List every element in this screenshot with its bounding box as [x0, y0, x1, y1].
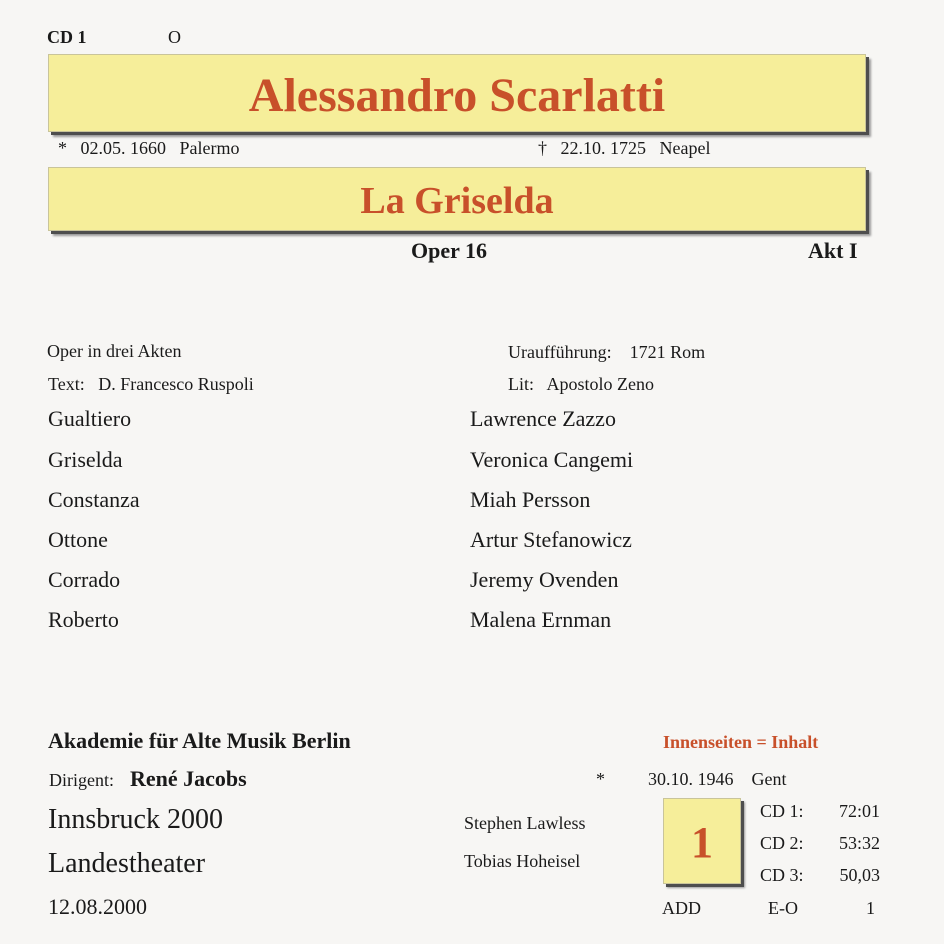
- duration-cd: CD 3:: [760, 865, 804, 885]
- role-name: Roberto: [48, 607, 119, 632]
- opus-label: Oper 16: [411, 238, 487, 263]
- disc-number: 1: [691, 818, 713, 867]
- genre: Oper in drei Akten: [47, 341, 182, 361]
- libretto-text: [48, 374, 254, 395]
- disc-count: 1: [866, 898, 875, 918]
- director-credit: Stephen Lawless: [464, 813, 586, 833]
- act-label: Akt I: [808, 238, 858, 263]
- edition-code: E-O: [768, 898, 798, 918]
- conductor-birth-place: Gent: [751, 769, 787, 789]
- death-date: 22.10. 1725: [560, 138, 646, 158]
- composer-name: Alessandro Scarlatti: [248, 69, 666, 122]
- singer-name: Miah Persson: [470, 487, 591, 512]
- contents-note: Innenseiten = Inhalt: [663, 732, 819, 752]
- lit-value: Apostolo Zeno: [546, 374, 655, 394]
- duration-time: 53:32: [838, 833, 880, 853]
- conductor-label: Dirigent:: [49, 770, 114, 790]
- ensemble-name: Akademie für Alte Musik Berlin: [48, 728, 351, 753]
- performance-date: 12.08.2000: [48, 894, 147, 919]
- text-value: D. Francesco Ruspoli: [98, 374, 254, 394]
- duration-time: 50,03: [839, 865, 880, 885]
- premiere-label: Uraufführung:: [508, 342, 612, 362]
- disc-number-badge: [663, 798, 741, 884]
- lit-label: Lit:: [508, 374, 534, 394]
- duration-row: [760, 801, 880, 822]
- birth-place: Palermo: [179, 138, 240, 158]
- singer-name: Lawrence Zazzo: [470, 406, 616, 431]
- literary-source: [508, 374, 654, 395]
- recording-format: ADD: [662, 898, 701, 918]
- conductor-birth-symbol: *: [596, 769, 605, 789]
- conductor: [49, 766, 247, 792]
- singer-name: Malena Ernman: [470, 607, 612, 632]
- cd-label: CD 1: [47, 27, 87, 47]
- role-name: Griselda: [48, 447, 123, 472]
- venue-theater: Landestheater: [48, 848, 206, 879]
- work-banner: [48, 167, 866, 231]
- role-name: Constanza: [48, 487, 140, 512]
- role-name: Gualtiero: [48, 406, 132, 431]
- singer-name: Artur Stefanowicz: [470, 527, 632, 552]
- duration-cd: CD 1:: [760, 801, 804, 821]
- premiere-value: 1721 Rom: [629, 342, 706, 362]
- duration-cd: CD 2:: [760, 833, 804, 853]
- duration-time: 72:01: [838, 801, 880, 821]
- birth-symbol: *: [58, 138, 67, 158]
- designer-credit: Tobias Hoheisel: [464, 851, 581, 871]
- death-symbol: †: [538, 138, 547, 158]
- death-place: Neapel: [659, 138, 711, 158]
- text-label: Text:: [48, 374, 85, 394]
- composer-banner: [48, 54, 866, 132]
- composer-birth: [58, 138, 240, 159]
- venue-city-year: Innsbruck 2000: [48, 804, 223, 835]
- role-name: Corrado: [48, 567, 121, 592]
- role-name: Ottone: [48, 527, 108, 552]
- conductor-birth: [648, 769, 787, 790]
- premiere: [508, 342, 705, 363]
- work-title: La Griselda: [360, 180, 554, 222]
- duration-row: [760, 833, 880, 854]
- composer-death: [538, 138, 710, 159]
- birth-date: 02.05. 1660: [80, 138, 166, 158]
- conductor-name: René Jacobs: [130, 766, 247, 791]
- singer-name: Jeremy Ovenden: [470, 567, 619, 592]
- header-mark: O: [168, 27, 181, 47]
- singer-name: Veronica Cangemi: [470, 447, 634, 472]
- conductor-birth-date: 30.10. 1946: [648, 769, 734, 789]
- duration-row: [760, 865, 880, 886]
